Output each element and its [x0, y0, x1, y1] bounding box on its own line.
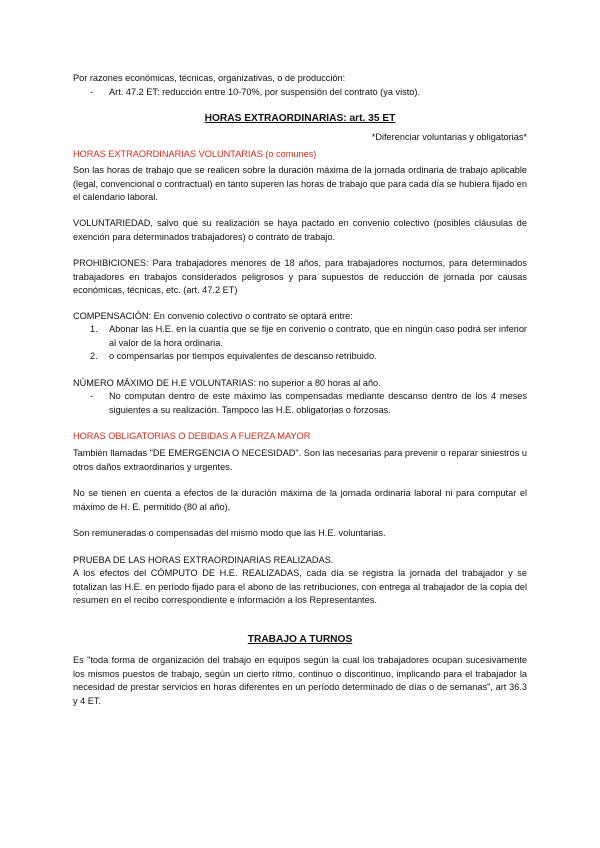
voluntariedad-paragraph: VOLUNTARIEDAD, salvo que su realización se haya pactado en convenio colectivo (posibles cláusulas de exención para determinados trabajadores) o contrato de trabajo. [73, 218, 527, 242]
maximo-bullet: No computan dentro de este máximo las compensadas mediante descanso dentro de los 4 meses siguientes a su realización. Tampoco las H.E. obligatorias o forzosas. [109, 391, 527, 415]
intro-bullet-mark: - [90, 87, 94, 97]
horas-extra-title: HORAS EXTRAORDINARIAS: art. 35 ET [204, 113, 396, 124]
compensacion-intro: COMPENSACIÓN: En convenio colectivo o contrato se optará entre: [73, 311, 353, 321]
compensacion-item-2-number: 2. [90, 351, 98, 361]
intro-bullet: Art. 47.2 ET: reducción entre 10-70%, por suspensión del contrato (ya visto). [109, 87, 421, 97]
prueba-heading: PRUEBA DE LAS HORAS EXTRAORDINARIAS REALIZADAS. [73, 555, 334, 565]
prueba-paragraph: A los efectos del CÓMPUTO DE H.E. REALIZADAS, cada día se registra la jornada del trabajador y se totalizan las H.E. en período fijado para el abono de las retribuciones, con entrega al trabajador de la copia del resumen en el recibo correspondiente e información a los Representantes. [73, 568, 527, 605]
maximo-bullet-mark: - [90, 391, 94, 401]
prohibiciones-paragraph: PROHIBICIONES: Para trabajadores menores de 18 años, para trabajadores nocturnos, para determinados trabajadores en trabajos considerados peligrosos y para supuestos de reducción de jornada por causas económicas, técnicas, etc. (art. 47.2 ET) [73, 258, 527, 295]
turnos-paragraph: Es "toda forma de organización del trabajo en equipos según la cual los trabajadores ocupan sucesivamente los mismos puestos de trabajo, según un cierto ritmo, continuo o discontinuo, implicando para el trabajador la necesidad de prestar servicios en horas diferentes en un período determinado de días o de semanas", art 36.3 y 4 ET. [73, 655, 527, 706]
obligatorias-paragraph: También llamadas "DE EMERGENCIA O NECESIDAD". Son las necesarias para prevenir o reparar siniestros u otros daños extraordinarios y urgentes. [73, 448, 527, 472]
compensacion-item-2: o compensarlas por tiempos equivalentes de descanso retribuido. [109, 351, 377, 361]
remuneradas-paragraph: Son remuneradas o compensadas del mismo modo que las H.E. voluntarias. [73, 528, 386, 538]
turnos-title: TRABAJO A TURNOS [247, 634, 353, 645]
diferenciar-note: *Diferenciar voluntarias y obligatorias* [371, 132, 527, 142]
compensacion-item-1-number: 1. [90, 324, 98, 334]
compensacion-item-1: Abonar las H.E. en la cuantía que se fije en convenio o contrato, que en ningún caso podrá ser inferior al valor de la hora ordinaria. [109, 324, 527, 348]
intro-line: Por razones económicas, técnicas, organizativas, o de producción: [73, 73, 346, 83]
voluntarias-heading: HORAS EXTRAORDINARIAS VOLUNTARIAS (o comunes) [73, 149, 317, 159]
voluntarias-definition: Son las horas de trabajo que se realicen sobre la duración máxima de la jornada ordinaria de trabajo aplicable (legal, convencional o contractual) en tanto superen las horas de trabajo que para cada día se hubiera fijado en el calendario laboral. [73, 165, 527, 202]
maximo-line: NÚMERO MÁXIMO DE H.E VOLUNTARIAS: no superior a 80 horas al año. [73, 378, 381, 388]
no-computan-paragraph: No se tienen en cuenta a efectos de la duración máxima de la jornada ordinaria laboral ni para computar el máximo de H. E. permitido (80 al año). [73, 488, 527, 512]
obligatorias-heading: HORAS OBLIGATORIAS O DEBIDAS A FUERZA MAYOR [73, 431, 311, 441]
